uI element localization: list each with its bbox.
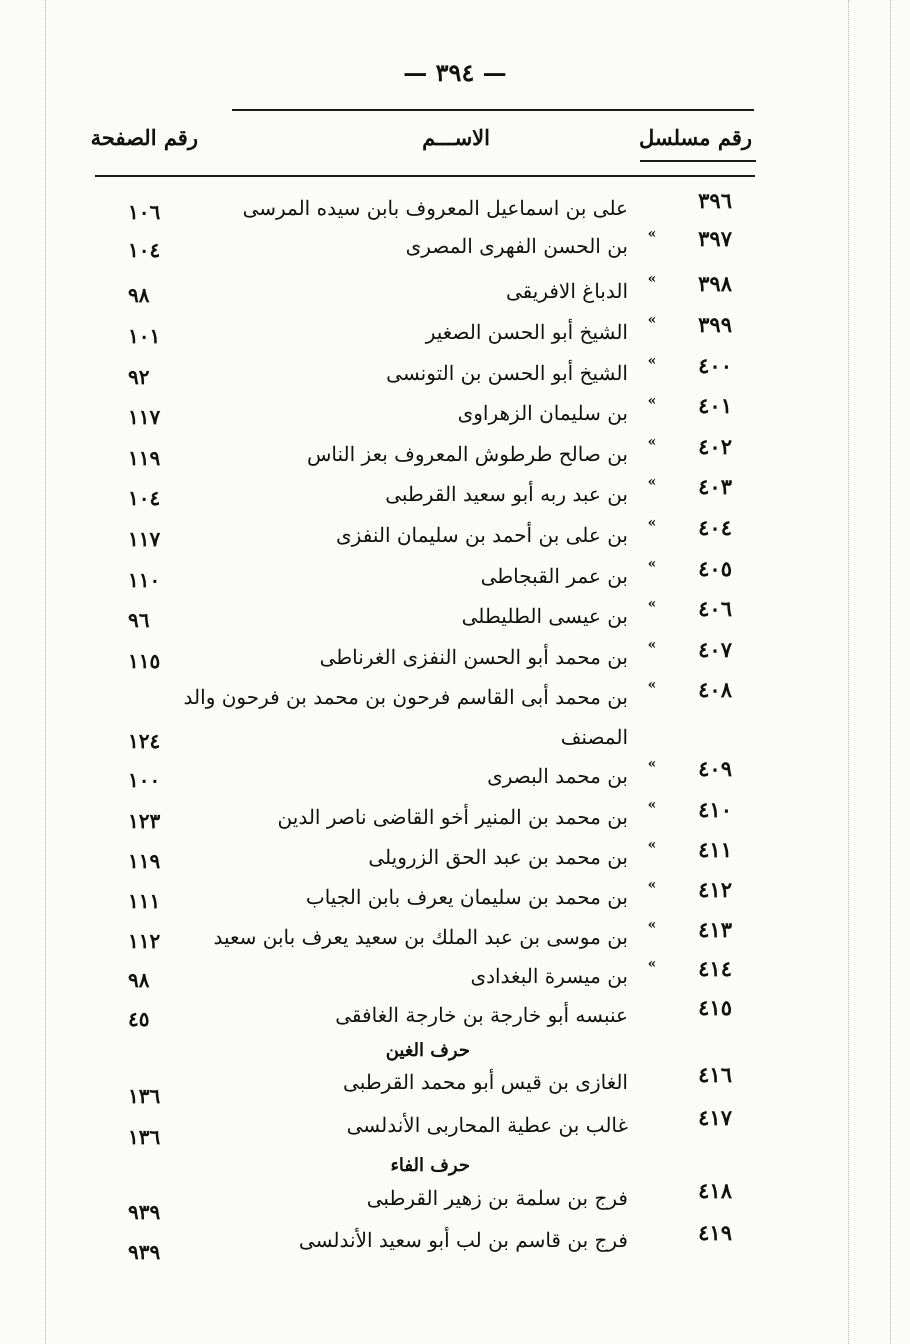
- entry-name: بن صالح طرطوش المعروف بعز الناس: [306, 442, 628, 466]
- table-row: [0, 226, 910, 266]
- page-ref: ١٠٤: [128, 486, 161, 510]
- table-row: [0, 756, 910, 796]
- page-ref: ١١٠: [128, 568, 161, 592]
- table-row: [0, 837, 910, 877]
- header-name: الاســـم: [422, 125, 490, 150]
- fold-line: [848, 0, 849, 1344]
- fold-line: [890, 0, 891, 1344]
- entry-name: غالب بن عطية المحاربى الأندلسى: [346, 1113, 628, 1137]
- page-ref: ١١٢: [128, 929, 161, 953]
- table-row: [0, 956, 910, 996]
- entry-name: فرج بن سلمة بن زهير القرطبى: [366, 1186, 628, 1210]
- serial-number: ٣٩٩: [698, 312, 732, 337]
- page-ref: ١١٥: [128, 649, 161, 673]
- entry-name: بن عبد ربه أبو سعيد القرطبى: [385, 482, 628, 506]
- ditto-mark: »: [647, 837, 657, 853]
- serial-number: ٤٠١: [698, 393, 732, 418]
- page-ref: ١٣٦: [128, 1125, 161, 1149]
- header-serial: رقم مسلسل: [638, 125, 752, 150]
- serial-number: ٤١٣: [698, 917, 732, 942]
- serial-number: ٤٠٣: [698, 474, 732, 499]
- table-row: [0, 188, 910, 228]
- page-number: — ٣٩٤ —: [403, 58, 507, 87]
- ditto-mark: »: [647, 312, 657, 328]
- entry-name: الدباغ الافريقى: [505, 279, 628, 303]
- ditto-mark: »: [647, 797, 657, 813]
- ditto-mark: »: [647, 917, 657, 933]
- page-ref: ٩٨: [128, 968, 150, 992]
- page-ref: ١٢٤: [128, 729, 161, 753]
- ditto-mark: »: [647, 637, 657, 653]
- entry-name: بن محمد أبو الحسن النفزى الغرناطى: [319, 645, 628, 669]
- ditto-mark: »: [647, 393, 657, 409]
- page-ref: ١٠٤: [128, 238, 161, 262]
- table-row: [0, 637, 910, 677]
- entry-name: الشيخ أبو الحسن بن التونسى: [386, 361, 628, 385]
- serial-number: ٤٠٦: [698, 596, 732, 621]
- serial-number: ٤١٧: [698, 1105, 732, 1130]
- serial-number: ٤٠٨: [698, 677, 732, 702]
- table-row: [0, 797, 910, 837]
- serial-number: ٣٩٦: [698, 188, 732, 213]
- page-ref: ٩٣٩: [128, 1200, 161, 1224]
- serial-number: ٤١٥: [698, 995, 732, 1020]
- page-ref: ٩٢: [128, 365, 150, 389]
- entry-name: الغازى بن قيس أبو محمد القرطبى: [343, 1070, 628, 1094]
- serial-number: ٤١١: [698, 837, 732, 862]
- table-row: [0, 434, 910, 474]
- page-ref: ١١٩: [128, 849, 161, 873]
- entry-name: بن عيسى الطليطلى: [461, 604, 628, 628]
- entry-name: بن محمد بن عبد الحق الزرويلى: [368, 845, 628, 869]
- table-row: [0, 677, 910, 757]
- table-row: [0, 312, 910, 352]
- ditto-mark: »: [647, 677, 657, 693]
- table-row: [0, 474, 910, 514]
- table-row: [0, 1178, 910, 1224]
- table-row: [0, 353, 910, 393]
- ditto-mark: »: [647, 515, 657, 531]
- table-row: [0, 1105, 910, 1149]
- ditto-mark: »: [647, 353, 657, 369]
- page-ref: ٩٨: [128, 283, 150, 307]
- table-row: [0, 995, 910, 1035]
- ditto-mark: »: [647, 956, 657, 972]
- section-heading-ghain: حرف الغين: [385, 1040, 470, 1061]
- page-ref: ١٣٦: [128, 1084, 161, 1108]
- serial-number: ٣٩٨: [698, 271, 732, 296]
- serial-number: ٤١٢: [698, 877, 732, 902]
- page-ref: ١١٩: [128, 446, 161, 470]
- ditto-mark: »: [647, 271, 657, 287]
- entry-name: بن ميسرة البغدادى: [470, 964, 628, 988]
- page-ref: ٩٦: [128, 608, 150, 632]
- page-ref: ١١٧: [128, 527, 161, 551]
- entry-name: عنبسه أبو خارجة بن خارجة الغافقى: [335, 1003, 628, 1027]
- serial-number: ٤١٩: [698, 1220, 732, 1245]
- page-ref: ١٠١: [128, 324, 161, 348]
- serial-number: ٤١٠: [698, 797, 732, 822]
- serial-number: ٤٠٧: [698, 637, 732, 662]
- ditto-mark: »: [647, 877, 657, 893]
- serial-number: ٤٠٥: [698, 556, 732, 581]
- entry-name: الشيخ أبو الحسن الصغير: [425, 320, 628, 344]
- entry-name: بن موسى بن عبد الملك بن سعيد يعرف بابن سعيد: [213, 925, 628, 949]
- table-row: [0, 393, 910, 433]
- fold-line: [45, 0, 46, 1344]
- page-ref: ١١١: [128, 889, 161, 913]
- table-row: [0, 1062, 910, 1108]
- section-heading-fa: حرف الفاء: [390, 1155, 470, 1176]
- entry-name: فرج بن قاسم بن لب أبو سعيد الأندلسى: [298, 1228, 628, 1252]
- serial-number: ٤١٦: [698, 1062, 732, 1087]
- table-row: [0, 1220, 910, 1264]
- table-row: [0, 596, 910, 636]
- ditto-mark: »: [647, 474, 657, 490]
- entry-name: بن عمر القبجاطى: [480, 564, 628, 588]
- entry-name: بن محمد بن سليمان يعرف بابن الجياب: [305, 885, 628, 909]
- page-ref: ١٢٣: [128, 809, 161, 833]
- serial-number: ٤١٤: [698, 956, 732, 981]
- page-ref: ١١٧: [128, 405, 161, 429]
- serial-number: ٣٩٧: [698, 226, 732, 251]
- header-page: رقم الصفحة: [90, 125, 198, 150]
- ditto-mark: »: [647, 596, 657, 612]
- table-row: [0, 877, 910, 917]
- serial-number: ٤٠٢: [698, 434, 732, 459]
- entry-name: على بن اسماعيل المعروف بابن سيده المرسى: [242, 196, 628, 220]
- entry-name: بن سليمان الزهراوى: [457, 401, 628, 425]
- ditto-mark: »: [647, 226, 657, 242]
- serial-number: ٤٠٠: [698, 353, 732, 378]
- page-ref: ٩٣٩: [128, 1240, 161, 1264]
- ditto-mark: »: [647, 756, 657, 772]
- entry-name: بن على بن أحمد بن سليمان النفزى: [336, 523, 628, 547]
- table-row: [0, 556, 910, 596]
- page-ref: ١٠٠: [128, 768, 161, 792]
- page-ref: ٤٥: [128, 1007, 150, 1031]
- serial-number: ٤٠٩: [698, 756, 732, 781]
- table-row: [0, 917, 910, 957]
- ditto-mark: »: [647, 434, 657, 450]
- ditto-mark: »: [647, 556, 657, 572]
- page-ref: ١٠٦: [128, 200, 161, 224]
- entry-name: بن الحسن الفهرى المصرى: [405, 234, 628, 258]
- table-row: [0, 271, 910, 311]
- entry-name: بن محمد البصرى: [487, 764, 628, 788]
- serial-number: ٤١٨: [698, 1178, 732, 1203]
- serial-number: ٤٠٤: [698, 515, 732, 540]
- entry-name: بن محمد أبى القاسم فرحون بن محمد بن فرحون والد المصنف: [183, 685, 628, 749]
- table-row: [0, 515, 910, 555]
- entry-name: بن محمد بن المنير أخو القاضى ناصر الدين: [277, 805, 628, 829]
